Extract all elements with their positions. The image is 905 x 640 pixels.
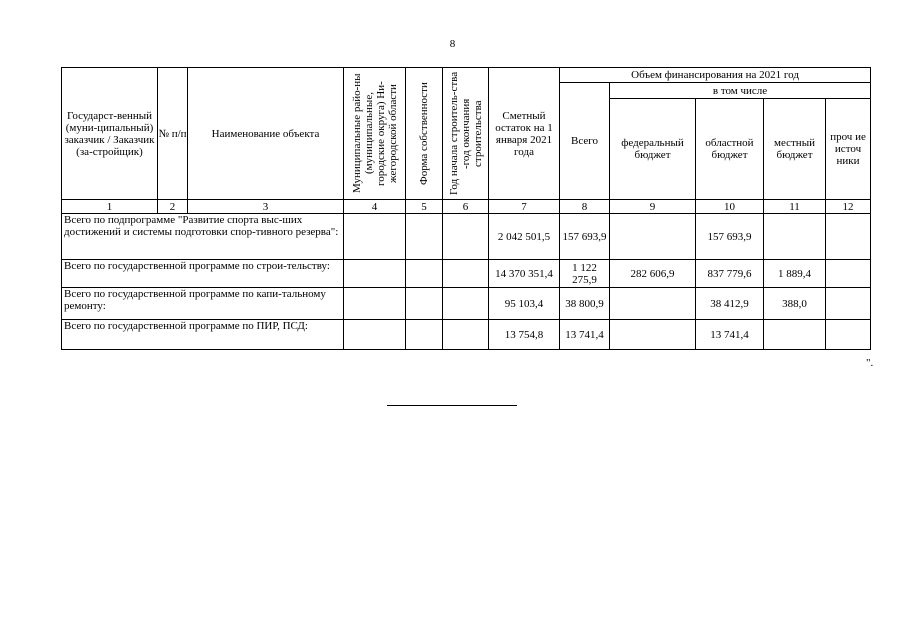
empty-cell <box>443 288 489 320</box>
row-label: Всего по подпрограмме "Развитие спорта выс-ших достижений и системы подготовки спор-тивного резерва": <box>62 214 344 260</box>
header-years-text: Год начала строитель-ства -год окончания строительства <box>447 71 484 196</box>
empty-cell <box>406 288 443 320</box>
other-cell <box>826 260 871 288</box>
column-number: 6 <box>443 200 489 214</box>
regional-cell: 38 412,9 <box>696 288 764 320</box>
empty-cell <box>344 260 406 288</box>
column-number: 10 <box>696 200 764 214</box>
row-label: Всего по государственной программе по строи-тельству: <box>62 260 344 288</box>
empty-cell <box>344 288 406 320</box>
header-other: проч ие источ ники <box>826 99 871 200</box>
local-cell <box>764 320 826 350</box>
table-row <box>62 260 871 288</box>
total-cell: 13 741,4 <box>560 320 610 350</box>
federal-cell <box>610 320 696 350</box>
column-number: 8 <box>560 200 610 214</box>
financing-table <box>61 67 871 350</box>
column-number: 7 <box>489 200 560 214</box>
federal-cell <box>610 288 696 320</box>
header-municipal-text: Муниципальные райо-ны (муниципальные, городские округа) Ни-жегородской области <box>350 73 399 194</box>
other-cell <box>826 320 871 350</box>
header-estimate: Сметный остаток на 1 января 2021 года <box>489 68 560 200</box>
local-cell: 388,0 <box>764 288 826 320</box>
other-cell <box>826 214 871 260</box>
row-label: Всего по государственной программе по капи-тальному ремонту: <box>62 288 344 320</box>
table-row <box>62 214 871 260</box>
header-total: Всего <box>560 83 610 200</box>
header-federal: федеральный бюджет <box>610 99 696 200</box>
regional-cell: 13 741,4 <box>696 320 764 350</box>
estimate-cell: 95 103,4 <box>489 288 560 320</box>
column-number: 5 <box>406 200 443 214</box>
regional-cell: 157 693,9 <box>696 214 764 260</box>
column-number: 2 <box>158 200 188 214</box>
header-local: местный бюджет <box>764 99 826 200</box>
empty-cell <box>406 320 443 350</box>
column-number-row <box>62 200 871 214</box>
column-number: 12 <box>826 200 871 214</box>
federal-cell: 282 606,9 <box>610 260 696 288</box>
header-years <box>443 68 489 200</box>
closing-quote-mark: ". <box>866 357 874 369</box>
federal-cell <box>610 214 696 260</box>
other-cell <box>826 288 871 320</box>
estimate-cell: 2 042 501,5 <box>489 214 560 260</box>
total-cell: 157 693,9 <box>560 214 610 260</box>
column-number: 9 <box>610 200 696 214</box>
header-municipal <box>344 68 406 200</box>
empty-cell <box>344 214 406 260</box>
header-ownership-text: Форма собственности <box>418 82 430 185</box>
total-cell: 38 800,9 <box>560 288 610 320</box>
row-label: Всего по государственной программе по ПИР, ПСД: <box>62 320 344 350</box>
header-regional: областной бюджет <box>696 99 764 200</box>
column-number: 3 <box>188 200 344 214</box>
empty-cell <box>443 260 489 288</box>
column-number: 11 <box>764 200 826 214</box>
empty-cell <box>443 214 489 260</box>
page-number: 8 <box>449 38 456 50</box>
end-divider-line <box>387 405 517 406</box>
total-cell: 1 122 275,9 <box>560 260 610 288</box>
header-including: в том числе <box>610 83 871 99</box>
table-row <box>62 320 871 350</box>
header-object-name: Наименование объекта <box>188 68 344 200</box>
empty-cell <box>344 320 406 350</box>
regional-cell: 837 779,6 <box>696 260 764 288</box>
estimate-cell: 14 370 351,4 <box>489 260 560 288</box>
column-number: 1 <box>62 200 158 214</box>
empty-cell <box>443 320 489 350</box>
table-row <box>62 288 871 320</box>
header-customer: Государст-венный (муни-ципальный) заказчик / Заказчик (за-стройщик) <box>62 68 158 200</box>
column-number: 4 <box>344 200 406 214</box>
header-ownership <box>406 68 443 200</box>
empty-cell <box>406 214 443 260</box>
empty-cell <box>406 260 443 288</box>
header-number: № п/п <box>158 68 188 200</box>
estimate-cell: 13 754,8 <box>489 320 560 350</box>
local-cell <box>764 214 826 260</box>
header-funding-group: Объем финансирования на 2021 год <box>560 68 871 83</box>
local-cell: 1 889,4 <box>764 260 826 288</box>
